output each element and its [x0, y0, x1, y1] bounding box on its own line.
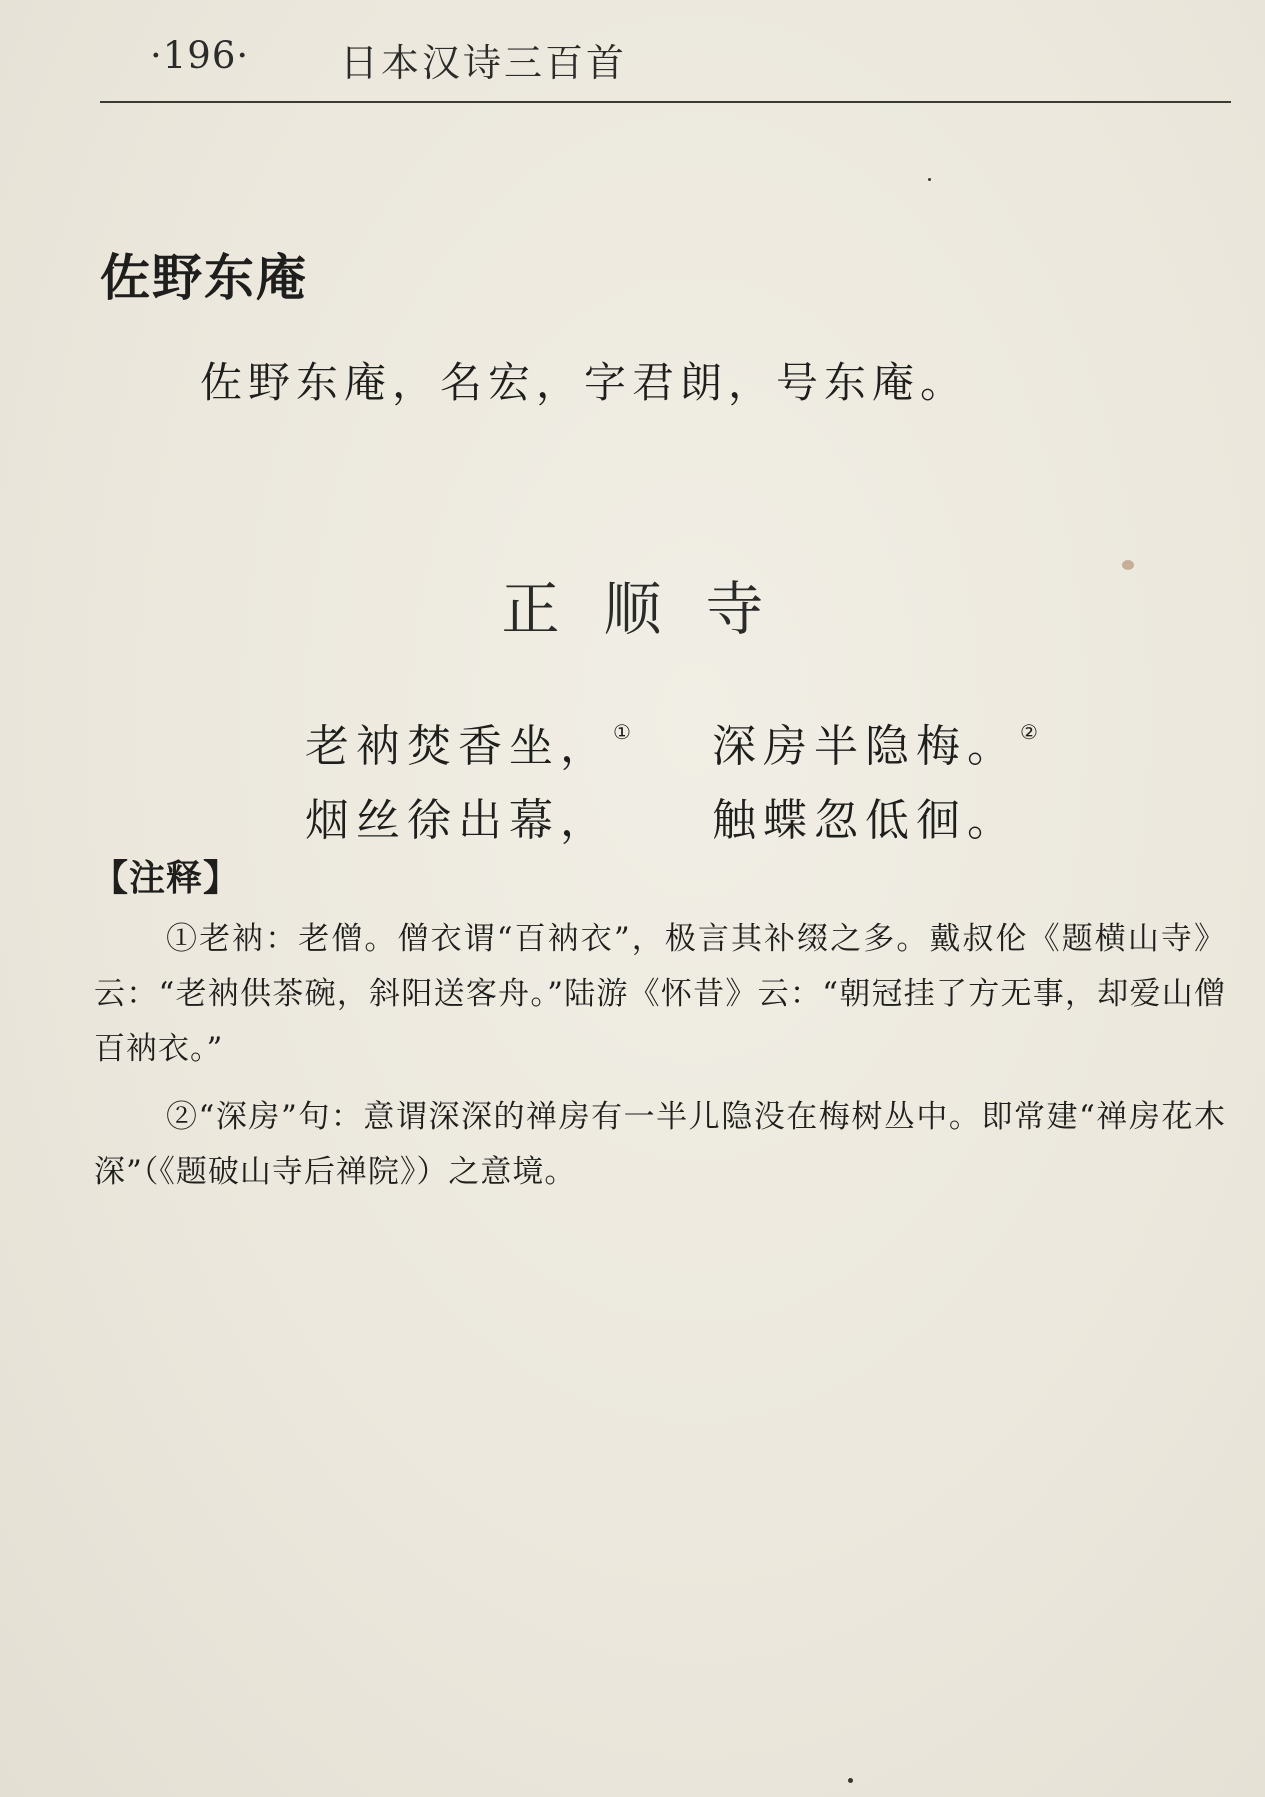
paper-speck — [848, 1778, 853, 1783]
poem-line-2 — [712, 710, 1038, 774]
poem-line-4 — [712, 784, 1018, 848]
poem-line-1 — [305, 710, 631, 774]
note-reference: ① — [613, 720, 631, 744]
poem-line-3 — [305, 784, 611, 848]
note-2: ②“深房”句：意谓深深的禅房有一半儿隐没在梅树丛中。即常建“禅房花木深”（《题破山寺后禅院》）之意境。 — [94, 1099, 1226, 1190]
paper-stain — [1122, 560, 1134, 570]
author-bio: 佐野东庵，名宏，字君朗，号东庵。 — [200, 358, 969, 407]
paper-speck — [928, 178, 931, 181]
poem-line-text: 老衲焚香坐， — [305, 721, 611, 772]
note-reference: ② — [1020, 720, 1038, 744]
running-header — [150, 30, 1230, 90]
notes-heading: 【注释】 — [92, 858, 241, 899]
poem-line-text: 深房半隐梅。 — [712, 721, 1018, 772]
author-heading: 佐野东庵 — [100, 249, 308, 307]
page-number: ·196· — [150, 34, 250, 77]
note-1: ①老衲：老僧。僧衣谓“百衲衣”，极言其补缀之多。戴叔伦《题横山寺》云：“老衲供茶碗，斜阳送客舟。”陆游《怀昔》云：“朝冠挂了方无事，却爱山僧百衲衣。” — [94, 921, 1226, 1067]
poem-line-text: 烟丝徐出幕， — [305, 795, 611, 846]
book-title: 日本汉诗三百首 — [340, 41, 628, 85]
poem-title: 正顺寺 — [501, 575, 808, 643]
header-rule — [100, 101, 1231, 103]
poem-line-text: 触蝶忽低徊。 — [712, 795, 1018, 846]
